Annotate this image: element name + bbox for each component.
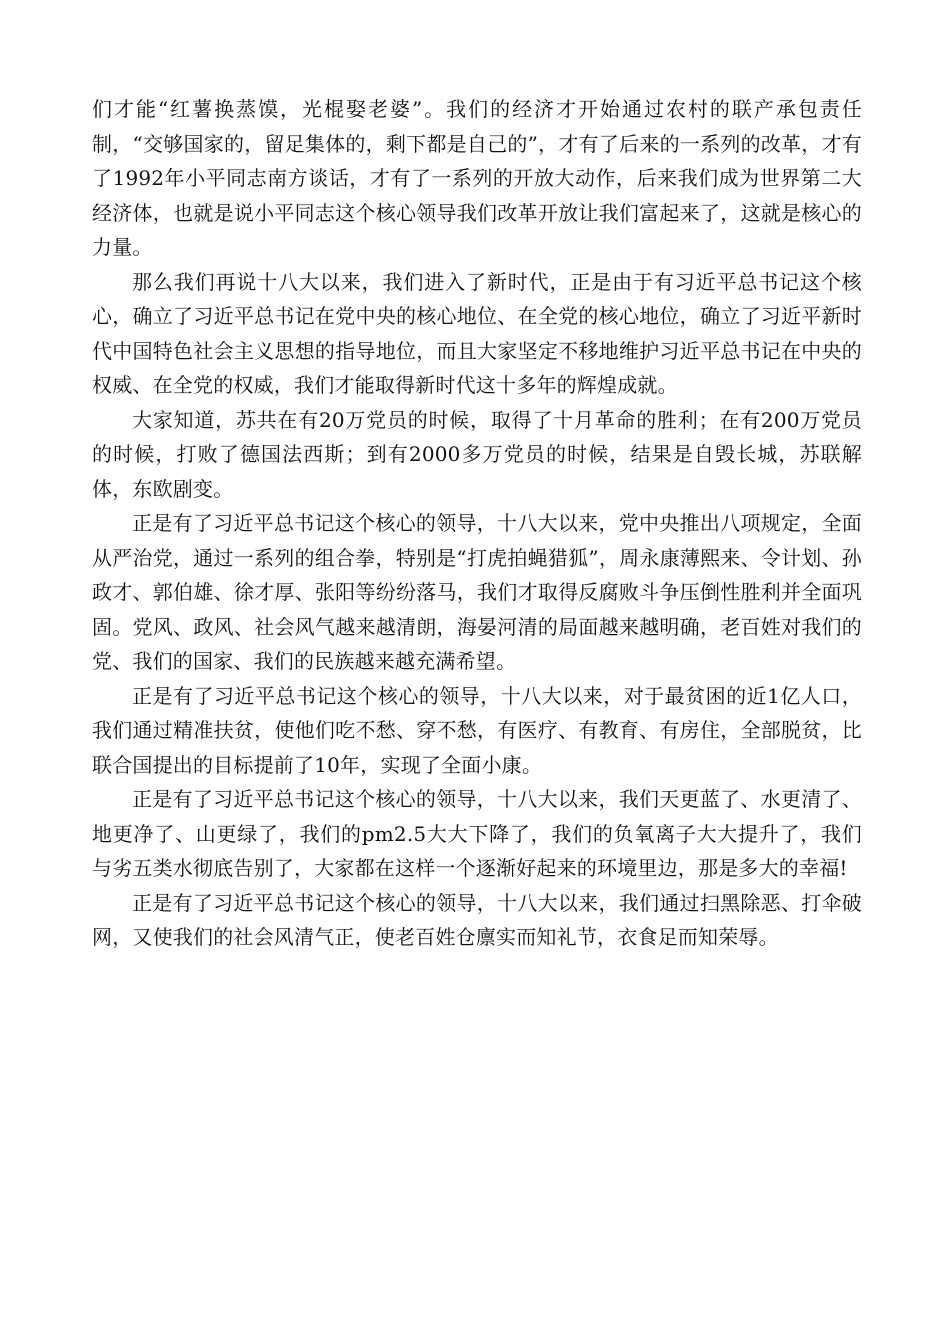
paragraph-1: 们才能“红薯换蒸馍，光棍娶老婆”。我们的经济才开始通过农村的联产承包责任制，“交够国家的，留足集体的，剩下都是自己的”，才有了后来的一系列的改革，才有了1992年小平同志南方谈话，才有了一系列的开放大动作，后来我们成为世界第二大经济体，也就是说小平同志这个核心领导我们改革开放让我们富起来了，这就是核心的力量。: [92, 97, 862, 259]
paragraph-2: 那么我们再说十八大以来，我们进入了新时代，正是由于有习近平总书记这个核心，确立了习近平总书记在党中央的核心地位、在全党的核心地位，确立了习近平新时代中国特色社会主义思想的指导地位，而且大家坚定不移地维护习近平总书记在中央的权威、在全党的权威，我们才能取得新时代这十多年的辉煌成就。: [92, 269, 862, 397]
paragraph-6: 正是有了习近平总书记这个核心的领导，十八大以来，我们天更蓝了、水更清了、地更净了、山更绿了，我们的pm2.5大大下降了，我们的负氧离子大大提升了，我们与劣五类水彻底告别了，大家都在这样一个逐渐好起来的环境里边，那是多大的幸福!: [92, 787, 862, 880]
paragraph-5: 正是有了习近平总书记这个核心的领导，十八大以来，对于最贫困的近1亿人口，我们通过精准扶贫，使他们吃不愁、穿不愁，有医疗、有教育、有房住，全部脱贫，比联合国提出的目标提前了10年，实现了全面小康。: [92, 683, 862, 777]
paragraph-7: 正是有了习近平总书记这个核心的领导，十八大以来，我们通过扫黑除恶、打伞破网，又使我们的社会风清气正，使老百姓仓廪实而知礼节，衣食足而知荣辱。: [92, 890, 862, 949]
document-body: [92, 92, 862, 955]
paragraph-3: 大家知道，苏共在有20万党员的时候，取得了十月革命的胜利；在有200万党员的时候，打败了德国法西斯；到有2000多万党员的时候，结果是自毁长城，苏联解体，东欧剧变。: [92, 407, 862, 501]
paragraph-4: 正是有了习近平总书记这个核心的领导，十八大以来，党中央推出八项规定，全面从严治党，通过一系列的组合拳，特别是“打虎拍蝇猎狐”，周永康薄熙来、令计划、孙政才、郭伯雄、徐才厚、张阳等纷纷落马，我们才取得反腐败斗争压倒性胜利并全面巩固。党风、政风、社会风气越来越清朗，海晏河清的局面越来越明确，老百姓对我们的党、我们的国家、我们的民族越来越充满希望。: [92, 511, 862, 673]
